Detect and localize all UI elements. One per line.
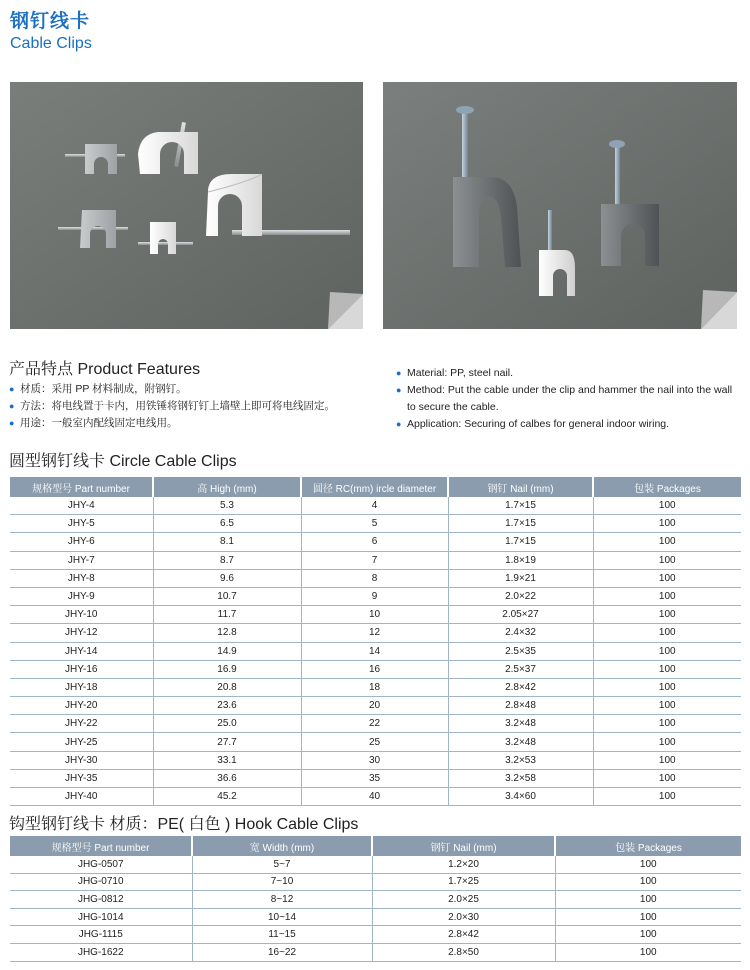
table-cell: 1.7×15 xyxy=(448,533,593,551)
table-cell: 22 xyxy=(301,715,448,733)
table-row xyxy=(10,788,741,806)
table-cell: 5~7 xyxy=(192,856,372,873)
table-cell: 2.0×22 xyxy=(448,587,593,605)
features-heading: 产品特点 Product Features xyxy=(9,361,201,378)
table-row xyxy=(10,856,741,873)
table-row xyxy=(10,751,741,769)
table-cell: 100 xyxy=(593,788,741,806)
table-cell: 6.5 xyxy=(153,515,301,533)
table-cell: 11~15 xyxy=(192,926,372,944)
list-item: ● Method: Put the cable under the clip and hammer the nail into the wall to secure the cable. xyxy=(396,384,733,413)
table-cell: 100 xyxy=(593,606,741,624)
column-header: 规格型号 Part number xyxy=(10,477,153,497)
bullet-icon: ● xyxy=(396,385,402,395)
table-cell: 100 xyxy=(593,551,741,569)
table-row xyxy=(10,606,741,624)
table-cell: 8 xyxy=(301,569,448,587)
table-cell: 100 xyxy=(593,497,741,515)
table-row xyxy=(10,908,741,926)
page-title-cn: 钢钉线卡 xyxy=(10,11,91,32)
table-cell: 14.9 xyxy=(153,642,301,660)
features-list-en xyxy=(396,365,741,433)
table-row xyxy=(10,678,741,696)
table-cell: 2.8×48 xyxy=(448,697,593,715)
table-cell: 1.2×20 xyxy=(372,856,555,873)
table-cell: 100 xyxy=(593,733,741,751)
table-cell: JHY-20 xyxy=(10,697,153,715)
table-cell: JHY-25 xyxy=(10,733,153,751)
table-cell: 7 xyxy=(301,551,448,569)
table-cell: 100 xyxy=(593,715,741,733)
table-cell: 1.8×19 xyxy=(448,551,593,569)
table-cell: JHG-0710 xyxy=(10,873,192,891)
column-header: 包装 Packages xyxy=(555,836,741,856)
table-cell: 100 xyxy=(593,515,741,533)
table-cell: 1.7×15 xyxy=(448,497,593,515)
table-cell: 100 xyxy=(593,678,741,696)
table-cell: JHY-16 xyxy=(10,660,153,678)
table-cell: 20 xyxy=(301,697,448,715)
table-cell: 2.8×42 xyxy=(372,926,555,944)
table-row xyxy=(10,533,741,551)
table-cell: 100 xyxy=(555,943,741,961)
table-cell: 100 xyxy=(593,624,741,642)
table-cell: 25 xyxy=(301,733,448,751)
table-cell: JHG-0812 xyxy=(10,891,192,909)
table-row xyxy=(10,624,741,642)
table-cell: 3.2×48 xyxy=(448,733,593,751)
table-cell: 20.8 xyxy=(153,678,301,696)
table-cell: 100 xyxy=(593,587,741,605)
table-cell: 9.6 xyxy=(153,569,301,587)
table-row xyxy=(10,891,741,909)
white-cable-clips-photo xyxy=(10,82,363,329)
table-cell: 9 xyxy=(301,587,448,605)
hook-clips-table xyxy=(10,836,741,962)
features-list-cn xyxy=(9,381,359,432)
table-cell: 25.0 xyxy=(153,715,301,733)
table-cell: 2.5×37 xyxy=(448,660,593,678)
table-cell: 6 xyxy=(301,533,448,551)
table-cell: JHY-9 xyxy=(10,587,153,605)
table-cell: 2.4×32 xyxy=(448,624,593,642)
column-header: 高 High (mm) xyxy=(153,477,301,497)
table-cell: JHY-10 xyxy=(10,606,153,624)
table-cell: 14 xyxy=(301,642,448,660)
table-cell: 36.6 xyxy=(153,769,301,787)
table-cell: 23.6 xyxy=(153,697,301,715)
table-cell: 100 xyxy=(555,891,741,909)
table-cell: 16~22 xyxy=(192,943,372,961)
table-row xyxy=(10,587,741,605)
table-cell: JHY-5 xyxy=(10,515,153,533)
table-cell: 2.05×27 xyxy=(448,606,593,624)
table-cell: JHY-6 xyxy=(10,533,153,551)
table-cell: JHG-1014 xyxy=(10,908,192,926)
table-row xyxy=(10,551,741,569)
page-title-en: Cable Clips xyxy=(10,35,92,52)
circle-clips-heading: 圆型钢钉线卡 Circle Cable Clips xyxy=(9,453,237,470)
table-cell: 2.5×35 xyxy=(448,642,593,660)
table-cell: 2.8×50 xyxy=(372,943,555,961)
table-row xyxy=(10,642,741,660)
table-cell: 3.4×60 xyxy=(448,788,593,806)
table-cell: JHY-22 xyxy=(10,715,153,733)
table-cell: 1.9×21 xyxy=(448,569,593,587)
column-header: 钢钉 Nail (mm) xyxy=(372,836,555,856)
table-cell: JHY-18 xyxy=(10,678,153,696)
table-row xyxy=(10,715,741,733)
table-cell: 12.8 xyxy=(153,624,301,642)
table-cell: JHY-4 xyxy=(10,497,153,515)
table-cell: 1.7×15 xyxy=(448,515,593,533)
table-cell: 16 xyxy=(301,660,448,678)
table-cell: JHY-7 xyxy=(10,551,153,569)
table-cell: 8.1 xyxy=(153,533,301,551)
table-cell: 3.2×58 xyxy=(448,769,593,787)
table-cell: 40 xyxy=(301,788,448,806)
column-header: 钢钉 Nail (mm) xyxy=(448,477,593,497)
table-cell: 12 xyxy=(301,624,448,642)
column-header: 规格型号 Part number xyxy=(10,836,192,856)
table-cell: 100 xyxy=(593,533,741,551)
table-cell: JHY-30 xyxy=(10,751,153,769)
table-cell: 11.7 xyxy=(153,606,301,624)
bullet-icon: ● xyxy=(396,419,402,429)
table-row xyxy=(10,660,741,678)
table-cell: JHG-1115 xyxy=(10,926,192,944)
table-cell: JHY-35 xyxy=(10,769,153,787)
circle-clips-table xyxy=(10,477,741,806)
bullet-icon: ● xyxy=(9,418,15,428)
table-cell: 18 xyxy=(301,678,448,696)
table-row xyxy=(10,943,741,961)
bullet-icon: ● xyxy=(9,384,15,394)
table-cell: 5.3 xyxy=(153,497,301,515)
table-cell: JHY-8 xyxy=(10,569,153,587)
list-item: ● Material: PP, steel nail. xyxy=(396,365,741,382)
bullet-icon: ● xyxy=(9,401,15,411)
table-cell: 100 xyxy=(593,660,741,678)
table-row xyxy=(10,733,741,751)
table-cell: JHY-40 xyxy=(10,788,153,806)
table-cell: 5 xyxy=(301,515,448,533)
table-cell: 8.7 xyxy=(153,551,301,569)
table-cell: JHY-12 xyxy=(10,624,153,642)
table-cell: 10.7 xyxy=(153,587,301,605)
table-cell: 100 xyxy=(593,569,741,587)
table-cell: 2.0×30 xyxy=(372,908,555,926)
table-cell: JHY-14 xyxy=(10,642,153,660)
table-cell: 2.8×42 xyxy=(448,678,593,696)
list-item: ● 用途：一般室内配线固定电线用。 xyxy=(9,415,359,432)
column-header: 包装 Packages xyxy=(593,477,741,497)
column-header: 圆径 RC(mm) ircle diameter xyxy=(301,477,448,497)
grey-cable-clips-photo xyxy=(383,82,737,329)
table-row xyxy=(10,697,741,715)
list-item: ● 方法：将电线置于卡内，用铁锤将钢钉钉上墙壁上即可将电线固定。 xyxy=(9,398,359,415)
table-cell: 3.2×48 xyxy=(448,715,593,733)
table-cell: 4 xyxy=(301,497,448,515)
table-cell: 16.9 xyxy=(153,660,301,678)
table-cell: 10~14 xyxy=(192,908,372,926)
table-cell: JHG-0507 xyxy=(10,856,192,873)
table-cell: 33.1 xyxy=(153,751,301,769)
list-item: ● 材质：采用 PP 材料制成，附钢钉。 xyxy=(9,381,359,398)
table-cell: 35 xyxy=(301,769,448,787)
table-cell: 100 xyxy=(593,751,741,769)
list-item: ● Application: Securing of calbes for general indoor wiring. xyxy=(396,416,741,433)
column-header: 宽 Width (mm) xyxy=(192,836,372,856)
table-cell: 30 xyxy=(301,751,448,769)
table-cell: 45.2 xyxy=(153,788,301,806)
table-row xyxy=(10,497,741,515)
table-cell: 2.0×25 xyxy=(372,891,555,909)
table-cell: 1.7×25 xyxy=(372,873,555,891)
table-cell: 100 xyxy=(593,642,741,660)
table-cell: 100 xyxy=(555,908,741,926)
table-cell: 100 xyxy=(555,873,741,891)
table-row xyxy=(10,515,741,533)
bullet-icon: ● xyxy=(396,368,402,378)
table-cell: 27.7 xyxy=(153,733,301,751)
table-row xyxy=(10,769,741,787)
table-cell: 100 xyxy=(593,697,741,715)
table-cell: 3.2×53 xyxy=(448,751,593,769)
table-cell: 7~10 xyxy=(192,873,372,891)
table-row xyxy=(10,926,741,944)
hook-clips-heading: 钩型钢钉线卡 材质：PE( 白色 ) Hook Cable Clips xyxy=(9,816,359,833)
table-cell: 100 xyxy=(593,769,741,787)
table-cell: 100 xyxy=(555,926,741,944)
table-cell: 10 xyxy=(301,606,448,624)
table-cell: 100 xyxy=(555,856,741,873)
table-row xyxy=(10,569,741,587)
table-cell: 8~12 xyxy=(192,891,372,909)
table-cell: JHG-1622 xyxy=(10,943,192,961)
table-row xyxy=(10,873,741,891)
